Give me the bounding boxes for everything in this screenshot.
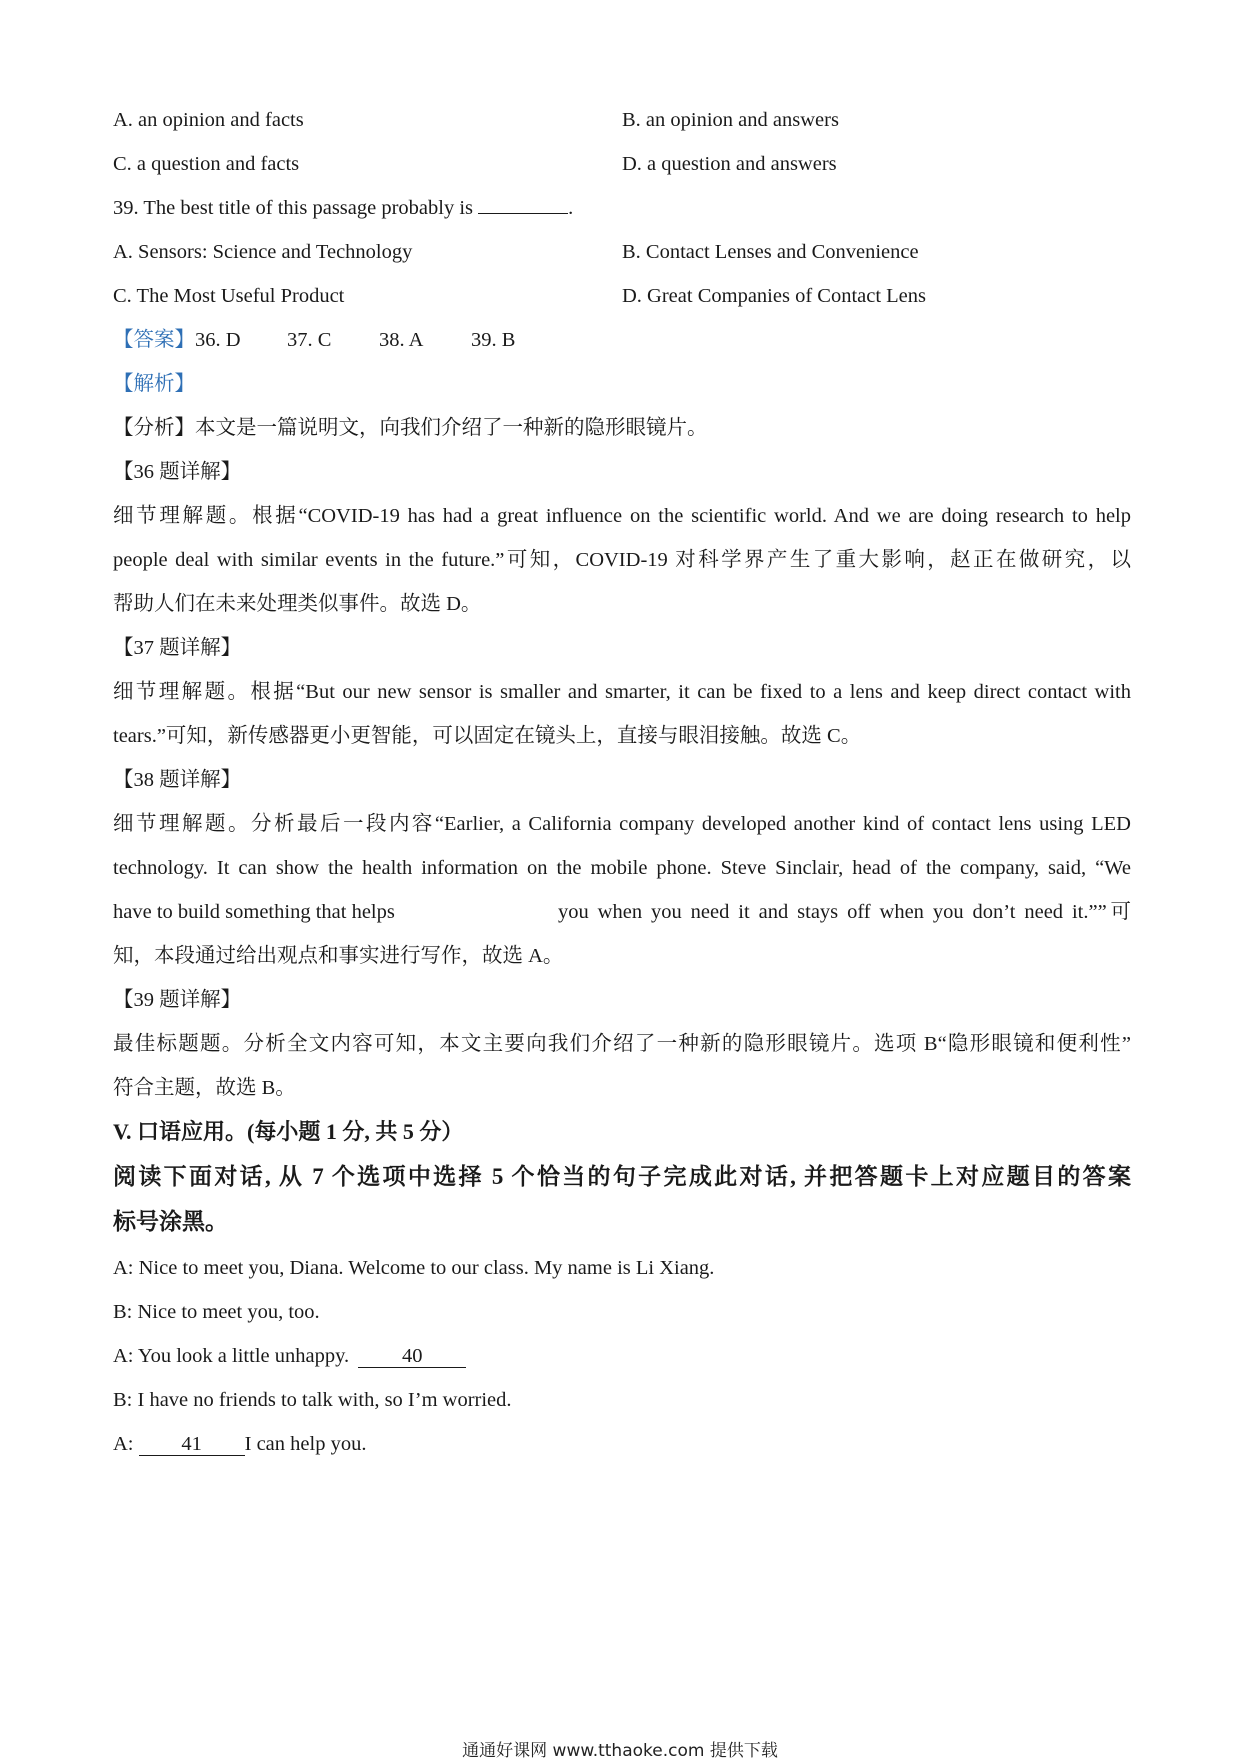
analysis-intro: 【分析】本文是一篇说明文，向我们介绍了一种新的隐形眼镜片。	[113, 417, 708, 439]
q39-stem	[113, 194, 573, 222]
q38-heading: 【38 题详解】	[113, 769, 242, 791]
dialogue-line-3-text: A: You look a little unhappy.	[113, 1345, 350, 1367]
q38-line-3b: you when you need it and stays off when you don’t need it.””可	[558, 901, 1131, 923]
answer-row	[113, 326, 515, 354]
dialogue-line-5-speaker: A:	[113, 1433, 134, 1455]
q39-option-c: C. The Most Useful Product	[113, 285, 345, 307]
dialogue-line-2: B: Nice to meet you, too.	[113, 1301, 320, 1323]
q39-option-d: D. Great Companies of Contact Lens	[622, 285, 927, 307]
q36-heading: 【36 题详解】	[113, 461, 242, 483]
q38-option-a: A. an opinion and facts	[113, 109, 304, 131]
q39-answer-blank	[478, 213, 568, 214]
blank-40: 40	[358, 1345, 466, 1368]
q37-heading: 【37 题详解】	[113, 637, 242, 659]
q36-line-2: people deal with similar events in the future.”可知，COVID-19 对科学界产生了重大影响，赵正在做研究，以	[113, 549, 1131, 571]
analysis-tag: 【解析】	[113, 373, 195, 395]
q38-option-c: C. a question and facts	[113, 153, 300, 175]
dialogue-line-5	[113, 1430, 366, 1458]
q39-stem-period: .	[568, 197, 574, 219]
dialogue-line-3	[113, 1342, 466, 1370]
q38-line-3a: have to build something that helps	[113, 901, 395, 923]
q39-option-a: A. Sensors: Science and Technology	[113, 241, 413, 263]
dialogue-line-1: A: Nice to meet you, Diana. Welcome to our class. My name is Li Xiang.	[113, 1257, 715, 1279]
q38-line-1: 细节理解题。分析最后一段内容“Earlier, a California company developed another kind of contact lens using LED	[113, 813, 1131, 835]
q36-line-3: 帮助人们在未来处理类似事件。故选 D。	[113, 593, 482, 615]
q39-stem-text: 39. The best title of this passage probably is	[113, 197, 474, 219]
answer-tag: 【答案】	[113, 329, 195, 351]
answer-item: 36. D	[195, 329, 241, 351]
q39-line-2: 符合主题，故选 B。	[113, 1077, 296, 1099]
dialogue-line-5-text: I can help you.	[244, 1433, 367, 1455]
q38-option-d: D. a question and answers	[622, 153, 837, 175]
section-5-instruction-1: 阅读下面对话, 从 7 个选项中选择 5 个恰当的句子完成此对话, 并把答题卡上对应题目的答案	[113, 1164, 1131, 1189]
answer-item: 39. B	[471, 329, 516, 351]
q39-heading: 【39 题详解】	[113, 989, 242, 1011]
q38-option-b: B. an opinion and answers	[622, 109, 839, 131]
answer-item: 37. C	[287, 329, 332, 351]
section-5-instruction-2: 标号涂黑。	[113, 1209, 228, 1234]
q38-line-2: technology. It can show the health information on the mobile phone. Steve Sinclair, head of the company, said, “We	[113, 857, 1131, 879]
q37-line-1: 细节理解题。根据“But our new sensor is smaller and smarter, it can be fixed to a lens and keep direct contact with	[113, 681, 1131, 703]
q38-line-4: 知，本段通过给出观点和事实进行写作，故选 A。	[113, 945, 564, 967]
answer-item: 38. A	[379, 329, 424, 351]
q39-line-1: 最佳标题题。分析全文内容可知，本文主要向我们介绍了一种新的隐形眼镜片。选项 B“隐形眼镜和便利性”	[113, 1033, 1131, 1055]
section-5-title: V. 口语应用。(每小题 1 分, 共 5 分）	[113, 1119, 464, 1144]
q36-line-1: 细节理解题。根据“COVID-19 has had a great influence on the scientific world. And we are doing research to help	[113, 505, 1131, 527]
blank-41: 41	[139, 1433, 245, 1456]
q37-line-2: tears.”可知，新传感器更小更智能，可以固定在镜头上，直接与眼泪接触。故选 C。	[113, 725, 862, 747]
q39-option-b: B. Contact Lenses and Convenience	[622, 241, 919, 263]
page-footer: 通通好课网 www.tthaoke.com 提供下载	[462, 1741, 778, 1761]
dialogue-line-4: B: I have no friends to talk with, so I’m worried.	[113, 1389, 512, 1411]
